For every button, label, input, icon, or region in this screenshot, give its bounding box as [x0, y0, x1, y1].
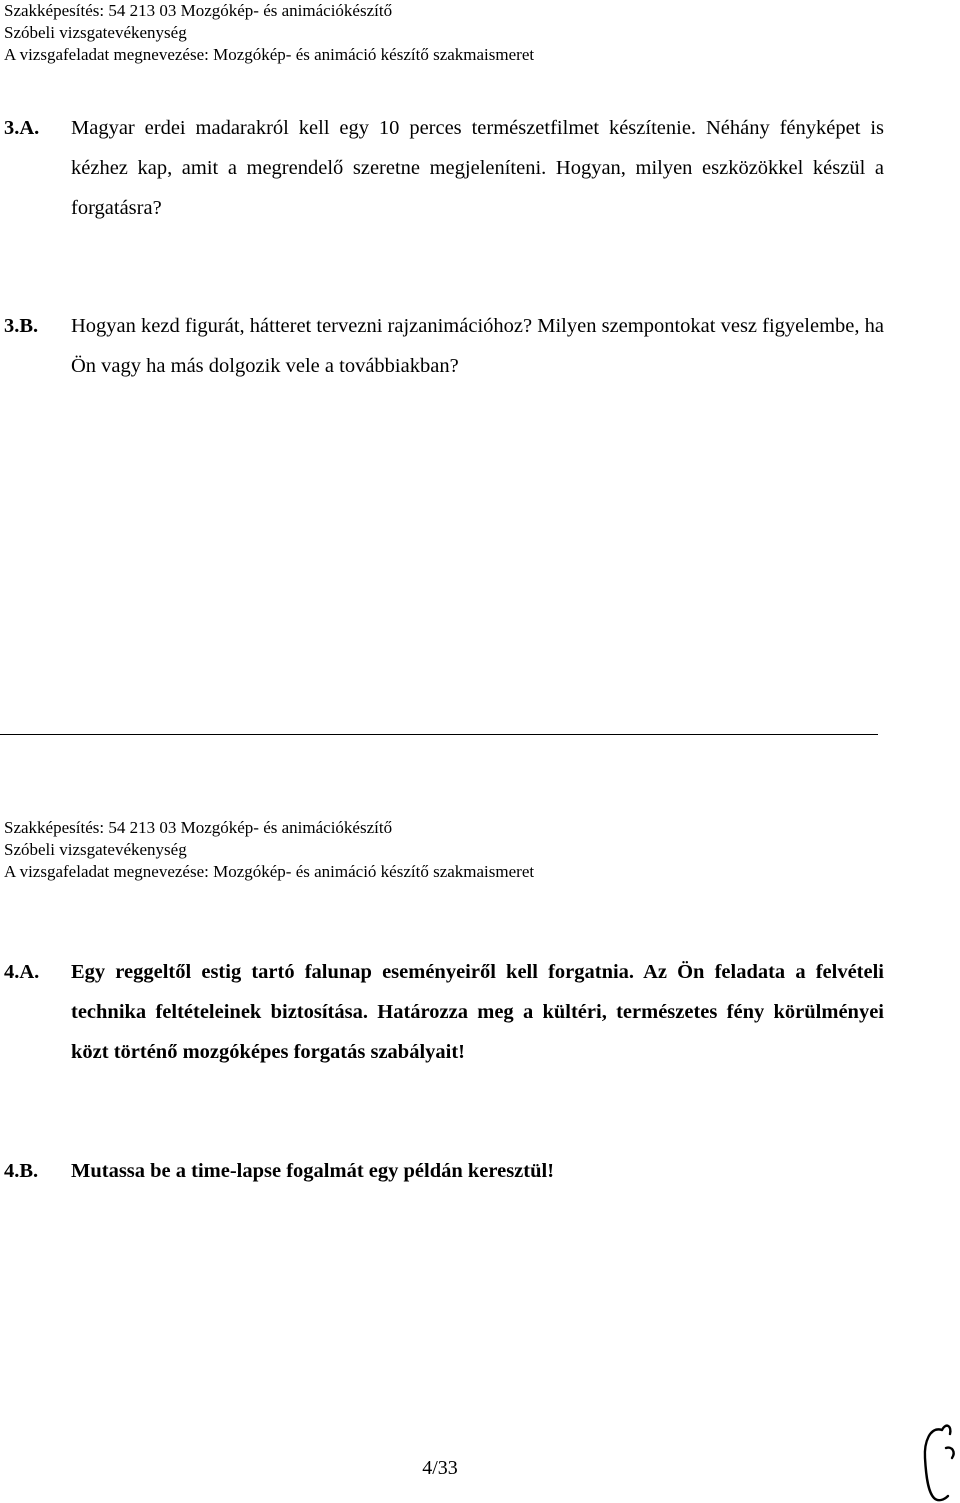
- task-4b: [4, 1151, 884, 1191]
- task-text: Magyar erdei madarakról kell egy 10 perces természetfilmet készítenie. Néhány fényképet is kézhez kap, amit a megrendelő szeretne megjeleníteni. Hogyan, milyen eszközökkel készül a forgatásra?: [71, 117, 884, 219]
- page-divider: [0, 734, 878, 735]
- task-number: 3.A.: [4, 117, 40, 139]
- task-text: Hogyan kezd figurát, hátteret tervezni rajzanimációhoz? Milyen szempontokat vesz figyelembe, ha Ön vagy ha más dolgozik vele a továbbiakban?: [71, 315, 884, 377]
- page-header: [4, 0, 534, 66]
- task-4a: [4, 952, 884, 1072]
- task-text: Mutassa be a time-lapse fogalmát egy példán keresztül!: [71, 1160, 555, 1182]
- task-3a: [4, 108, 884, 228]
- task-3b: [4, 306, 884, 386]
- task-number: 4.B.: [4, 1160, 39, 1182]
- header-qualification: Szakképesítés: 54 213 03 Mozgókép- és animációkészítő: [4, 1, 393, 20]
- signature-mark: [916, 1418, 960, 1503]
- header-qualification: Szakképesítés: 54 213 03 Mozgókép- és animációkészítő: [4, 818, 393, 837]
- page-header: [4, 817, 534, 883]
- task-number: 3.B.: [4, 315, 39, 337]
- header-exam-type: Szóbeli vizsgatevékenység: [4, 840, 187, 859]
- task-text: Egy reggeltől estig tartó falunap eseményeiről kell forgatnia. Az Ön feladata a felvételi technika feltételeinek biztosítása. Határozza meg a kültéri, természetes fény körülményei közt történő mozgóképes forgatás szabályait!: [71, 961, 884, 1063]
- page-number: 4/33: [422, 1457, 458, 1479]
- task-number: 4.A.: [4, 961, 40, 983]
- header-exam-type: Szóbeli vizsgatevékenység: [4, 23, 187, 42]
- header-task-name: A vizsgafeladat megnevezése: Mozgókép- és animáció készítő szakmaismeret: [4, 862, 535, 881]
- header-task-name: A vizsgafeladat megnevezése: Mozgókép- és animáció készítő szakmaismeret: [4, 45, 535, 64]
